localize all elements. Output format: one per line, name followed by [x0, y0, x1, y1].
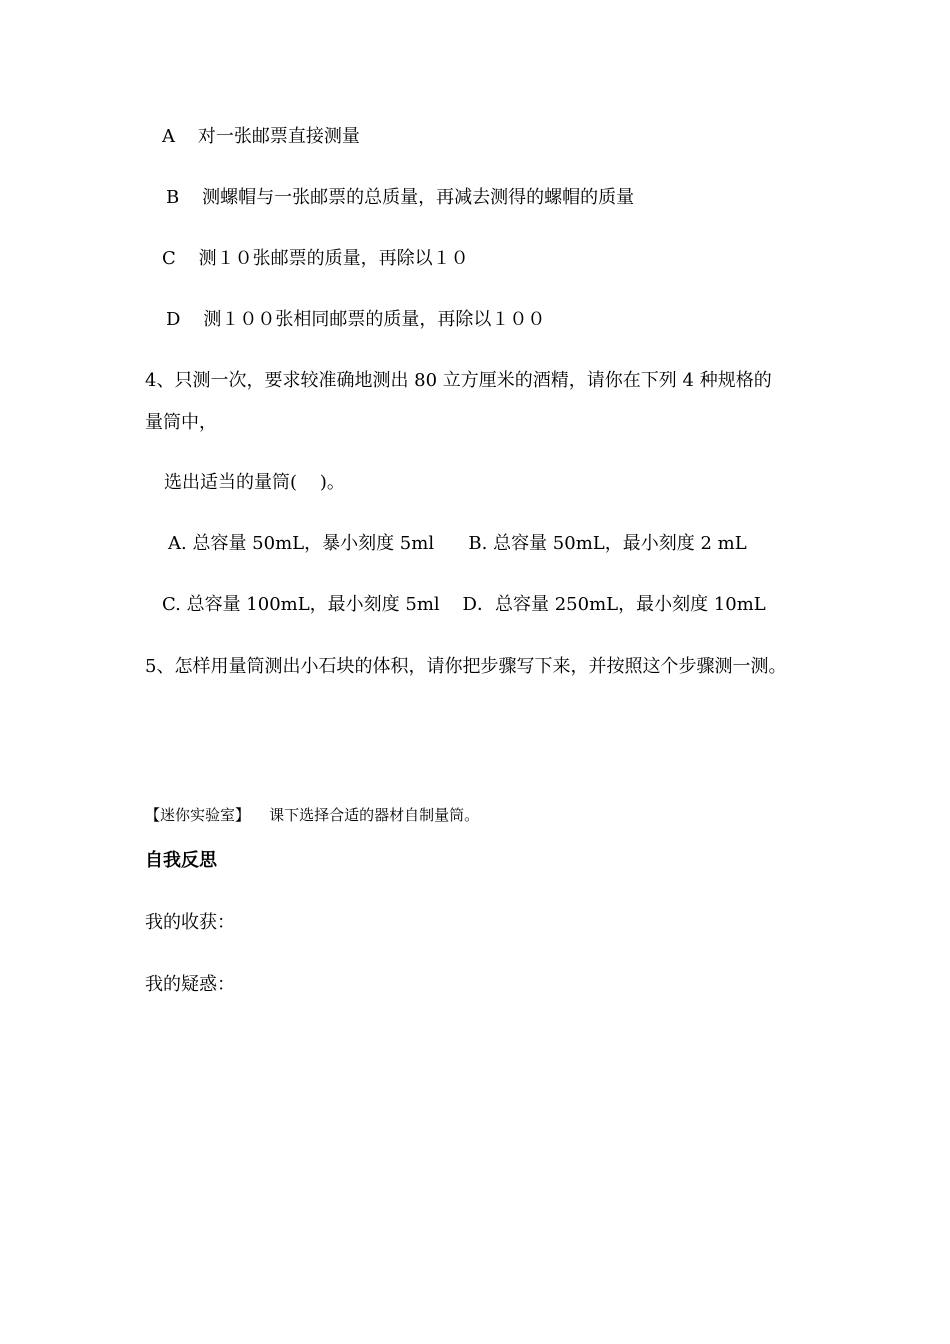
question-4-stem-line3: 选出适当的量筒( )。 — [164, 472, 345, 493]
option-a: A 对一张邮票直接测量 — [162, 126, 360, 147]
mini-lab-note: 【迷你实验室】 课下选择合适的器材自制量筒。 — [145, 806, 480, 824]
reflection-heading: 自我反思 — [145, 850, 217, 871]
option-b: B 测螺帽与一张邮票的总质量，再减去测得的螺帽的质量 — [166, 187, 635, 208]
reflection-gains: 我的收获： — [145, 912, 235, 933]
option-c: C 测１０张邮票的质量，再除以１０ — [162, 248, 469, 269]
question-4-stem-line1: 4、只测一次，要求较准确地测出 80 立方厘米的酒精，请你在下列 4 种规格的 — [145, 370, 772, 391]
question-4-options-row1: A. 总容量 50mL，暴小刻度 5ml B. 总容量 50mL，最小刻度 2 mL — [168, 533, 747, 554]
question-4-options-row2: C. 总容量 100mL，最小刻度 5ml D．总容量 250mL，最小刻度 10mL — [162, 594, 766, 615]
reflection-doubts: 我的疑惑： — [145, 974, 235, 995]
question-4-stem-line2: 量筒中， — [145, 412, 217, 433]
option-d: D 测１００张相同邮票的质量，再除以１００ — [166, 309, 546, 330]
question-5-stem: 5、怎样用量筒测出小石块的体积，请你把步骤写下来，并按照这个步骤测一测。 — [145, 656, 787, 677]
